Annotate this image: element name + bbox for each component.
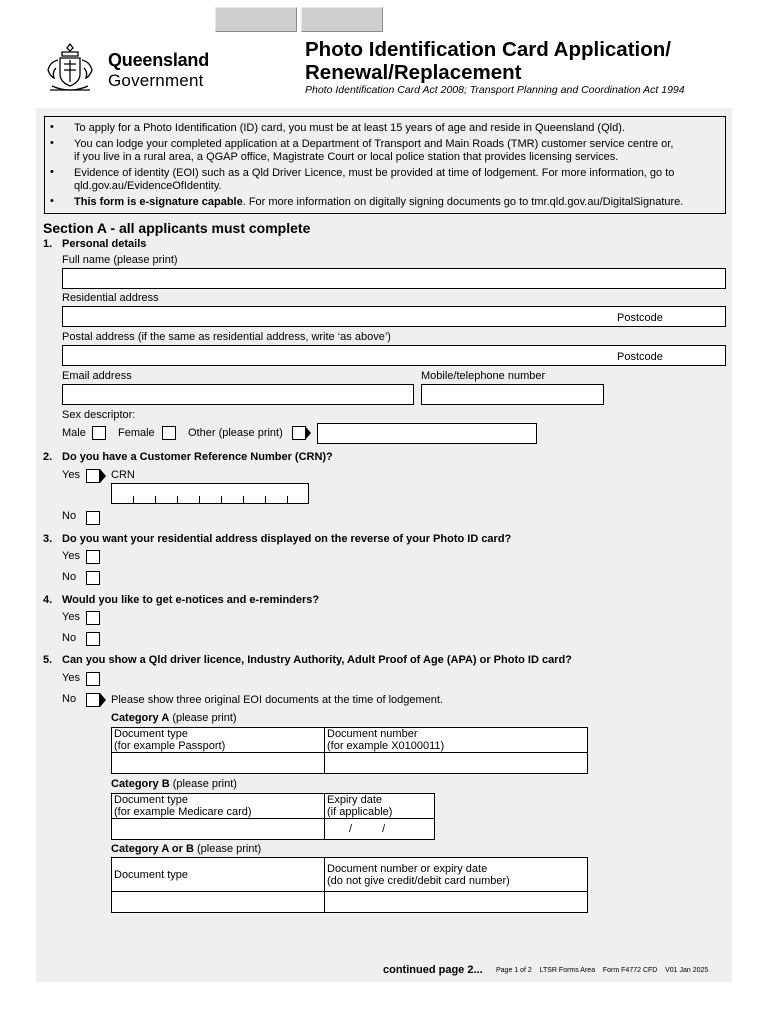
q1-number: 1. bbox=[43, 238, 53, 250]
arrow-right-icon bbox=[305, 426, 311, 440]
category-ab-col1-header: Document type bbox=[112, 858, 325, 892]
form-title-line1: Photo Identification Card Application/ bbox=[305, 38, 671, 61]
postal-postcode-label: Postcode bbox=[617, 351, 663, 363]
category-b-col1-line1: Document type bbox=[114, 794, 188, 806]
info-bullet: • bbox=[50, 137, 54, 149]
q2-heading bbox=[43, 451, 333, 463]
q1-heading bbox=[43, 238, 146, 250]
q5-no-checkbox[interactable] bbox=[86, 693, 100, 707]
category-ab-number-expiry-input[interactable] bbox=[325, 892, 588, 913]
phone-field[interactable] bbox=[421, 384, 604, 405]
q2-yes-label: Yes bbox=[62, 469, 80, 481]
info-item-1: To apply for a Photo Identification (ID) card, you must be at least 15 years of age and reside in Queensland (Qld). bbox=[74, 122, 625, 134]
queensland-crest-icon bbox=[42, 40, 98, 96]
category-b-col1-header bbox=[112, 794, 325, 819]
brand-government: Government bbox=[108, 71, 204, 90]
toolbar-button-1[interactable] bbox=[215, 7, 297, 32]
info-item-3-line1: Evidence of identity (EOI) such as a Qld Driver Licence, must be provided at time of lodgement. For more information, go to bbox=[74, 167, 675, 179]
q5-number: 5. bbox=[43, 654, 53, 666]
q5-yes-checkbox[interactable] bbox=[86, 672, 100, 686]
form-title bbox=[305, 38, 671, 84]
category-a-rest: (please print) bbox=[169, 712, 237, 724]
q5-yes-label: Yes bbox=[62, 672, 80, 684]
info-item-2-line1: You can lodge your completed application at a Department of Transport and Main Roads (TMR) customer service centre or, bbox=[74, 138, 674, 150]
info-item-2-line2: if you live in a rural area, a QGAP office, Magistrate Court or local police station that provides licensing services. bbox=[74, 151, 619, 163]
q5-label: Can you show a Qld driver licence, Industry Authority, Adult Proof of Age (APA) or Photo ID card? bbox=[62, 654, 572, 666]
section-a-title: Section A - all applicants must complete bbox=[43, 220, 311, 236]
esignature-bold: This form is e-signature capable bbox=[74, 196, 243, 208]
category-ab-table bbox=[111, 857, 588, 913]
footer-form: Form F4772 CFD bbox=[602, 967, 658, 974]
q4-yes-checkbox[interactable] bbox=[86, 611, 100, 625]
footer-version: V01 Jan 2025 bbox=[665, 967, 709, 974]
q3-number: 3. bbox=[43, 533, 53, 545]
arrow-right-icon bbox=[100, 469, 106, 483]
male-label: Male bbox=[62, 427, 86, 439]
continued-label: continued page 2... bbox=[383, 964, 483, 976]
q3-heading bbox=[43, 533, 511, 545]
category-a-col1-line1: Document type bbox=[114, 728, 188, 740]
info-bullet: • bbox=[50, 121, 54, 133]
female-label: Female bbox=[118, 427, 155, 439]
q5-heading bbox=[43, 654, 572, 666]
toolbar-button-2[interactable] bbox=[301, 7, 383, 32]
category-a-table bbox=[111, 727, 588, 774]
crn-label: CRN bbox=[111, 469, 135, 481]
q4-heading bbox=[43, 594, 319, 606]
full-name-label: Full name (please print) bbox=[62, 254, 178, 266]
category-a-document-number-input[interactable] bbox=[325, 753, 588, 774]
category-ab-col2-line2: (do not give credit/debit card number) bbox=[327, 874, 510, 887]
category-b-expiry-date-input[interactable] bbox=[325, 819, 435, 840]
q2-no-label: No bbox=[62, 510, 77, 522]
category-ab-document-type-input[interactable] bbox=[112, 892, 325, 913]
postal-address-label: Postal address (if the same as residential address, write ‘as above’) bbox=[62, 331, 391, 343]
category-b-document-type-input[interactable] bbox=[112, 819, 325, 840]
full-name-field[interactable] bbox=[62, 268, 726, 289]
category-b-col2-line2: (if applicable) bbox=[327, 806, 393, 818]
form-title-line2: Renewal/Replacement bbox=[305, 61, 522, 84]
other-label: Other (please print) bbox=[188, 427, 283, 439]
category-a-col2-header bbox=[325, 728, 588, 753]
category-a-bold: Category A bbox=[111, 712, 170, 724]
q4-number: 4. bbox=[43, 594, 53, 606]
footer-meta bbox=[496, 967, 708, 974]
info-bullet: • bbox=[50, 166, 54, 178]
q1-label: Personal details bbox=[62, 238, 147, 250]
q2-number: 2. bbox=[43, 451, 53, 463]
esignature-rest: . For more information on digitally signing documents go to tmr.qld.gov.au/DigitalSignature. bbox=[242, 196, 684, 208]
category-ab-label bbox=[111, 843, 261, 855]
q4-no-label: No bbox=[62, 632, 77, 644]
q3-yes-label: Yes bbox=[62, 550, 80, 562]
male-checkbox[interactable] bbox=[92, 426, 106, 440]
category-b-label bbox=[111, 778, 237, 790]
date-separator: / bbox=[382, 823, 386, 835]
info-item-3-line2: qld.gov.au/EvidenceOfIdentity. bbox=[74, 180, 222, 192]
q3-no-label: No bbox=[62, 571, 77, 583]
q2-label: Do you have a Customer Reference Number (CRN)? bbox=[62, 451, 333, 463]
arrow-right-icon bbox=[100, 693, 106, 707]
category-a-label bbox=[111, 712, 237, 724]
category-b-rest: (please print) bbox=[169, 778, 237, 790]
q2-no-checkbox[interactable] bbox=[86, 511, 100, 525]
residential-postcode-label: Postcode bbox=[617, 312, 663, 324]
category-a-document-type-input[interactable] bbox=[112, 753, 325, 774]
female-checkbox[interactable] bbox=[162, 426, 176, 440]
footer-area: LTSR Forms Area bbox=[539, 967, 596, 974]
info-item-4 bbox=[74, 195, 722, 209]
category-b-col2-header bbox=[325, 794, 435, 819]
email-label: Email address bbox=[62, 370, 132, 382]
category-b-table bbox=[111, 793, 435, 840]
sex-descriptor-label: Sex descriptor: bbox=[62, 409, 136, 421]
phone-label: Mobile/telephone number bbox=[421, 370, 546, 382]
footer-page: Page 1 of 2 bbox=[496, 967, 532, 974]
other-checkbox[interactable] bbox=[292, 426, 306, 440]
q3-yes-checkbox[interactable] bbox=[86, 550, 100, 564]
q4-yes-label: Yes bbox=[62, 611, 80, 623]
category-b-col2-line1: Expiry date bbox=[327, 794, 383, 806]
category-b-col1-line2: (for example Medicare card) bbox=[114, 806, 252, 818]
date-separator: / bbox=[349, 823, 353, 835]
residential-address-label: Residential address bbox=[62, 292, 159, 304]
q5-no-label: No bbox=[62, 693, 77, 705]
category-ab-rest: (please print) bbox=[193, 843, 262, 855]
q4-no-checkbox[interactable] bbox=[86, 632, 100, 646]
category-ab-col2-line1: Document number or expiry date bbox=[327, 862, 488, 875]
email-field[interactable] bbox=[62, 384, 414, 405]
category-b-bold: Category B bbox=[111, 778, 170, 790]
form-subtitle: Photo Identification Card Act 2008; Transport Planning and Coordination Act 1994 bbox=[305, 84, 685, 96]
brand-name: Queensland bbox=[108, 50, 210, 70]
q4-label: Would you like to get e-notices and e-reminders? bbox=[62, 594, 320, 606]
category-a-col1-line2: (for example Passport) bbox=[114, 740, 226, 752]
info-bullet: • bbox=[50, 195, 54, 207]
category-ab-bold: Category A or B bbox=[111, 843, 194, 855]
q3-no-checkbox[interactable] bbox=[86, 571, 100, 585]
q2-yes-checkbox[interactable] bbox=[86, 469, 100, 483]
category-ab-col2-header bbox=[325, 858, 588, 892]
q5-no-note: Please show three original EOI documents at the time of lodgement. bbox=[111, 694, 444, 706]
category-a-col2-line2: (for example X0100011) bbox=[327, 740, 445, 752]
category-a-col2-line1: Document number bbox=[327, 728, 418, 740]
crn-field[interactable] bbox=[111, 483, 309, 504]
q3-label: Do you want your residential address displayed on the reverse of your Photo ID card? bbox=[62, 533, 512, 545]
other-specify-field[interactable] bbox=[317, 423, 537, 444]
category-a-col1-header bbox=[112, 728, 325, 753]
